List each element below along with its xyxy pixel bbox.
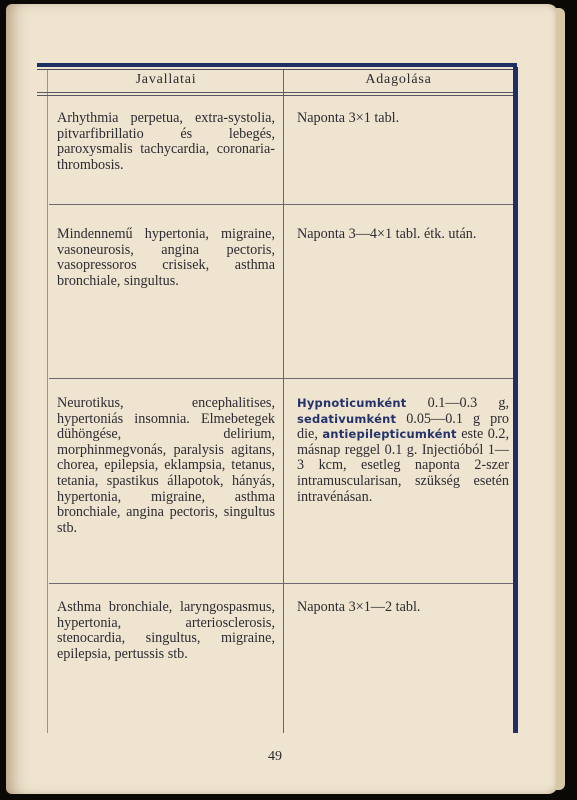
table-top-rule — [37, 63, 517, 67]
row-2-indications-text: Mindennemű hypertonia, migraine, vasoneurosis, angina pectoris, vasopressoros crisisek, asthma bronchiale, singultus. — [57, 226, 275, 289]
table-top-rule-thin — [37, 69, 517, 70]
sedative-dose: 0.05—0.1 g pro die, — [297, 410, 509, 443]
row-2-dosage-text: Naponta 3—4×1 tabl. étk. után. — [297, 226, 477, 242]
row-1-dosage-text: Naponta 3×1 tabl. — [297, 110, 400, 126]
dosage-rest: este 0.2, másnap reggel 0.1 g. Injectióból 1—3 kcm, esetleg naponta 2-szer intramuscularisan, szükség esetén intravénásan. — [297, 426, 509, 505]
column-divider — [283, 70, 284, 733]
row-3-indications-text: Neurotikus, encephalitises, hypertoniás insomnia. Elmebetegek dühöngése, delirium, morphinmegvonás, paralysis agitans, chorea, epilepsia, eklampsia, tetanus, tetania, spastikus állapotok, hányás, hypertonia, migraine, asthma bronchiale, angina pectoris, singultus stb. — [57, 395, 275, 536]
row-1-indications-text: Arhythmia perpetua, extra-systolia, pitvarfibrillatio és lebegés, paroxysmalis tachycardia, coronaria-thrombosis. — [57, 110, 275, 173]
page-number: 49 — [268, 749, 282, 764]
header-dosage: Adagolása — [365, 72, 432, 87]
header-rule — [37, 92, 513, 93]
table-right-rule — [513, 67, 518, 733]
hypnotic-label: Hypnoticumként — [297, 396, 407, 410]
row-3-dosage — [297, 396, 509, 505]
row-1-dosage — [297, 111, 509, 127]
row-3-indications — [57, 396, 275, 536]
page-edge — [556, 8, 565, 790]
row-4-dosage-text: Naponta 3×1—2 tabl. — [297, 599, 421, 615]
row-divider — [49, 378, 513, 379]
row-4-indications-text: Asthma bronchiale, laryngospasmus, hypertonia, arteriosclerosis, stenocardia, singultus, migraine, epilepsia, pertussis stb. — [57, 599, 275, 662]
antiepileptic-label: antiepilepticumként — [322, 427, 457, 442]
header-rule-double — [37, 95, 513, 96]
sedative-label: sedativumként — [297, 411, 397, 426]
row-4-indications — [57, 600, 275, 662]
row-divider — [49, 204, 513, 205]
header-indications: Javallatai — [135, 72, 197, 87]
row-2-indications — [57, 227, 275, 289]
row-4-dosage — [297, 600, 509, 616]
hypnotic-dose: 0.1—0.3 g, — [406, 395, 509, 411]
dosage-table — [37, 63, 517, 733]
row-1-indications — [57, 111, 275, 173]
row-divider — [49, 583, 513, 584]
row-3-dosage-text — [297, 396, 509, 505]
row-2-dosage — [297, 227, 509, 243]
table-left-rule — [47, 70, 48, 733]
